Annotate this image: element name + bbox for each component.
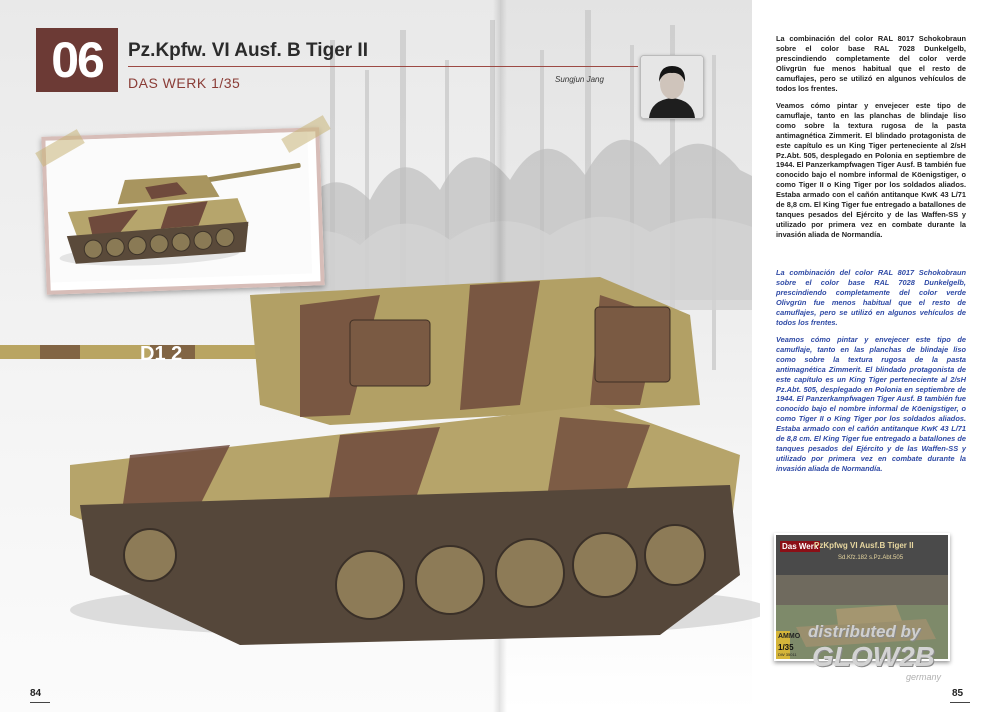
page-rule-right <box>950 702 970 703</box>
distributor-watermark: distributed by <box>808 622 921 641</box>
chapter-title: Pz.Kpfw. VI Ausf. B Tiger II <box>128 40 368 61</box>
body-paragraph-blue: Veamos cómo pintar y envejecer este tipo de camuflaje, tanto en las planchas de blindaje liso como sobre la textura rugosa de la pasta antimagnética Zimmerit. El blindado protagonista de este capítulo es un King Tiger perteneciente al 2/sH Pz.Abt. 505, desplegado en Polonia en septiembre de 1944. El Panzerkampfwagen Tiger Ausf. B también fue conocido bajo el nombre informal de Köenigstiger, o como Tiger II o King Tiger por los soldados aliados. Estaba armado con el cañón antitanque KwK 43 L/71 de 8,8 cm. El King Tiger fue entregado a batallones de tanques pesados del Ejército y de las Waffen-SS y utilizado por primera vez en combate durante la invasión aliada de Normandía. <box>776 335 966 473</box>
product-title: PzKpfwg VI Ausf.B Tiger II <box>814 541 914 550</box>
product-designation: Sd.Kfz.182 s.Pz.Abt.505 <box>838 555 904 561</box>
author-avatar <box>640 55 704 119</box>
intro-paragraph: La combinación del color RAL 8017 Schokobraun sobre el color base RAL 7028 Dunkelgelb, prescindiendo completamente del color verde Olivgrün fue menos habitual que el resto de camuflajes, pero se utilizó en algunos vehículos de todos los frentes. <box>776 34 966 93</box>
product-code: DW 35011 <box>778 652 797 657</box>
author-name: Sungjun Jang <box>555 75 604 84</box>
turret-number: D1 2 <box>140 343 183 365</box>
product-scale: 1/35 <box>778 643 794 652</box>
product-brand: Das Werk <box>782 542 819 551</box>
distributor-logo: GLOW2B <box>812 641 935 672</box>
page-number-left: 84 <box>30 688 42 699</box>
body-paragraph: Veamos cómo pintar y envejecer este tipo de camuflaje, tanto en las planchas de blindaje liso como sobre la textura rugosa de la pasta antimagnética Zimmerit. El blindado protagonista de este capítulo es un King Tiger perteneciente al 2/sH Pz.Abt. 505, desplegado en Polonia en septiembre de 1944. El Panzerkampfwagen Tiger Ausf. B también fue conocido bajo el nombre informal de Köenigstiger, o como Tiger II o King Tiger por los soldados aliados. Estaba armado con el cañón antitanque KwK 43 L/71 de 8,8 cm. El King Tiger fue entregado a batallones de tanques pesados del Ejército y de las Waffen-SS y utilizado por primera vez en combate durante la invasión aliada de Normandía. <box>776 101 966 239</box>
chapter-number: 06 <box>36 28 118 92</box>
tiger-ii-tank-photo <box>0 255 760 660</box>
chapter-subtitle: DAS WERK 1/35 <box>128 75 241 91</box>
page-rule-left <box>30 702 50 703</box>
product-ammo-label: AMMO <box>778 633 801 640</box>
page-number-right: 85 <box>952 688 964 699</box>
distributor-country: germany <box>906 672 942 682</box>
intro-paragraph-blue: La combinación del color RAL 8017 Schokobraun sobre el color base RAL 7028 Dunkelgelb, prescindiendo completamente del color verde Olivgrün fue menos habitual que el resto de camuflajes, pero se utilizó en algunos vehículos de todos los frentes. <box>776 268 966 327</box>
header-divider <box>128 66 638 67</box>
